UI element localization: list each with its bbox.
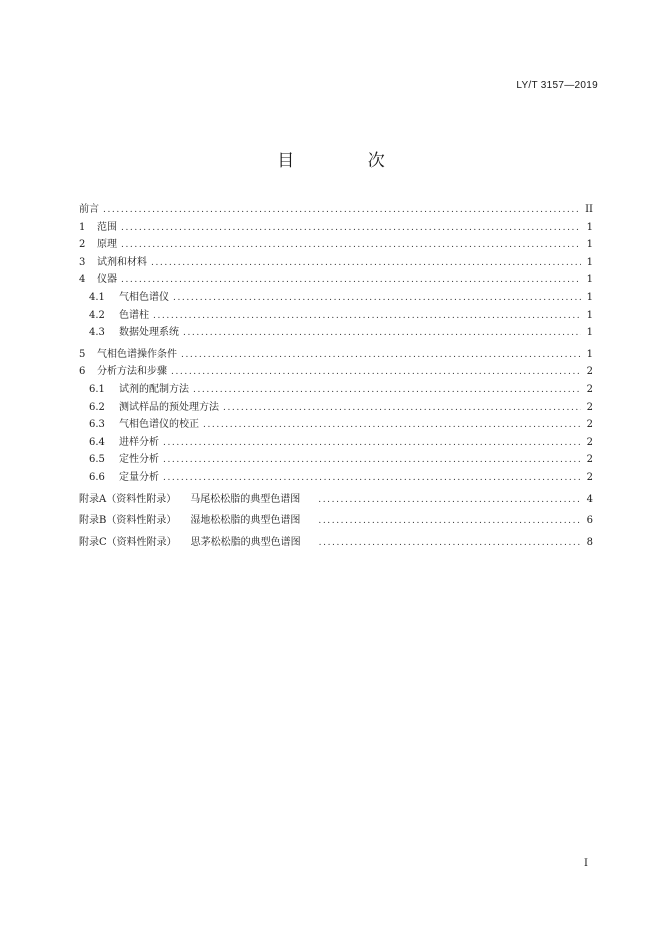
toc-entry-page: 1 xyxy=(586,274,593,286)
toc-leader-dots xyxy=(163,435,581,453)
toc-leader-dots xyxy=(183,325,581,343)
toc-entry-number: 6.3 xyxy=(89,419,105,431)
toc-entry-page: 1 xyxy=(586,291,593,303)
toc-entry-page: 6 xyxy=(586,515,593,527)
toc-leader-dots xyxy=(318,513,581,531)
toc-entry-page: 8 xyxy=(586,536,593,548)
toc-entry-title: 气相色谱操作条件 xyxy=(97,348,177,360)
toc-entry-title: 分析方法和步骤 xyxy=(97,366,167,378)
toc-entry-number: 6 xyxy=(79,366,86,378)
toc-entry[interactable] xyxy=(79,289,593,307)
toc-leader-dots xyxy=(121,237,581,255)
toc-entry-title: 范围 xyxy=(97,221,117,233)
toc-leader-dots xyxy=(319,535,581,553)
toc-leader-dots xyxy=(171,364,581,382)
standard-code: LY/T 3157—2019 xyxy=(516,80,598,91)
toc-leader-dots xyxy=(193,382,581,400)
toc-entry[interactable] xyxy=(79,363,593,381)
toc-entry-title: 原理 xyxy=(97,239,117,251)
toc-entry[interactable] xyxy=(79,271,593,289)
toc-entry-number: 4.3 xyxy=(89,327,105,339)
toc-entry-title: 数据处理系统 xyxy=(119,327,179,339)
toc-entry-page: 1 xyxy=(586,239,593,251)
toc-entry[interactable] xyxy=(79,201,593,219)
toc-leader-dots xyxy=(103,202,581,220)
toc-annex-label: 附录C（资料性附录） xyxy=(79,536,177,548)
toc-leader-dots xyxy=(121,220,581,238)
toc-entry-page: 1 xyxy=(586,221,593,233)
toc-entry-page: II xyxy=(585,204,593,215)
toc-entry-number: 6.5 xyxy=(89,454,105,466)
toc-entry-page: 2 xyxy=(586,366,593,378)
toc-entry-title: 气相色谱仪 xyxy=(119,291,169,303)
toc-entry-number: 5 xyxy=(79,348,86,360)
toc-entry-number: 4 xyxy=(79,274,86,286)
toc-entry-number: 1 xyxy=(79,221,86,233)
toc-entry-title: 仪器 xyxy=(97,274,117,286)
toc-entry-title: 试剂和材料 xyxy=(97,256,147,268)
toc-entry-title: 色谱柱 xyxy=(119,309,149,321)
toc-entry-page: 1 xyxy=(586,256,593,268)
toc-entry[interactable] xyxy=(79,307,593,325)
toc-leader-dots xyxy=(121,272,581,290)
toc-entry-page: 2 xyxy=(586,401,593,413)
toc-entry-title: 进样分析 xyxy=(119,436,159,448)
toc-entry-title: 定量分析 xyxy=(119,471,159,483)
footer-page-number: I xyxy=(584,858,588,869)
toc-entry-page: 2 xyxy=(586,454,593,466)
toc-entry-title: 前言 xyxy=(79,204,99,215)
toc-entry[interactable] xyxy=(79,399,593,417)
toc-entry[interactable] xyxy=(79,434,593,452)
toc-entry-title: 马尾松松脂的典型色谱图 xyxy=(190,493,301,505)
toc-entry[interactable] xyxy=(79,534,593,552)
toc-entry[interactable] xyxy=(79,491,593,509)
toc-leader-dots xyxy=(173,290,581,308)
toc-entry-title: 思茅松松脂的典型色谱图 xyxy=(190,536,301,548)
table-of-contents xyxy=(79,201,593,551)
toc-entry-page: 2 xyxy=(586,383,593,395)
toc-leader-dots xyxy=(318,492,581,510)
toc-entry-number: 6.2 xyxy=(89,401,105,413)
toc-entry-number: 6.1 xyxy=(89,383,105,395)
toc-entry-page: 1 xyxy=(586,348,593,360)
toc-entry[interactable] xyxy=(79,346,593,364)
toc-entry[interactable] xyxy=(79,219,593,237)
toc-entry[interactable] xyxy=(79,236,593,254)
toc-entry[interactable] xyxy=(79,416,593,434)
toc-entry[interactable] xyxy=(79,469,593,487)
toc-entry-number: 4.1 xyxy=(89,291,105,303)
toc-leader-dots xyxy=(181,347,581,365)
toc-entry-number: 4.2 xyxy=(89,309,105,321)
toc-leader-dots xyxy=(203,417,581,435)
toc-entry-page: 1 xyxy=(586,327,593,339)
toc-entry-title: 定性分析 xyxy=(119,454,159,466)
toc-entry[interactable] xyxy=(79,512,593,530)
toc-entry[interactable] xyxy=(79,254,593,272)
toc-leader-dots xyxy=(223,400,581,418)
toc-entry[interactable] xyxy=(79,381,593,399)
toc-entry-number: 3 xyxy=(79,256,86,268)
toc-leader-dots xyxy=(151,255,581,273)
toc-entry-title: 试剂的配制方法 xyxy=(119,383,189,395)
toc-entry[interactable] xyxy=(79,324,593,342)
toc-annex-label: 附录B（资料性附录） xyxy=(79,515,177,527)
toc-entry-title: 测试样品的预处理方法 xyxy=(119,401,219,413)
toc-entry-number: 2 xyxy=(79,239,86,251)
toc-entry-title: 气相色谱仪的校正 xyxy=(119,419,199,431)
toc-annex-label: 附录A（资料性附录） xyxy=(79,493,177,505)
toc-entry-page: 2 xyxy=(586,436,593,448)
toc-entry-title: 湿地松松脂的典型色谱图 xyxy=(190,515,301,527)
toc-leader-dots xyxy=(163,470,581,488)
toc-leader-dots xyxy=(153,308,581,326)
toc-entry-number: 6.6 xyxy=(89,471,105,483)
toc-leader-dots xyxy=(163,452,581,470)
toc-entry-page: 2 xyxy=(586,471,593,483)
toc-entry-page: 1 xyxy=(586,309,593,321)
toc-entry-page: 2 xyxy=(586,419,593,431)
toc-entry-page: 4 xyxy=(586,493,593,505)
toc-entry-number: 6.4 xyxy=(89,436,105,448)
page-title: 目 次 xyxy=(277,151,419,171)
toc-entry[interactable] xyxy=(79,451,593,469)
